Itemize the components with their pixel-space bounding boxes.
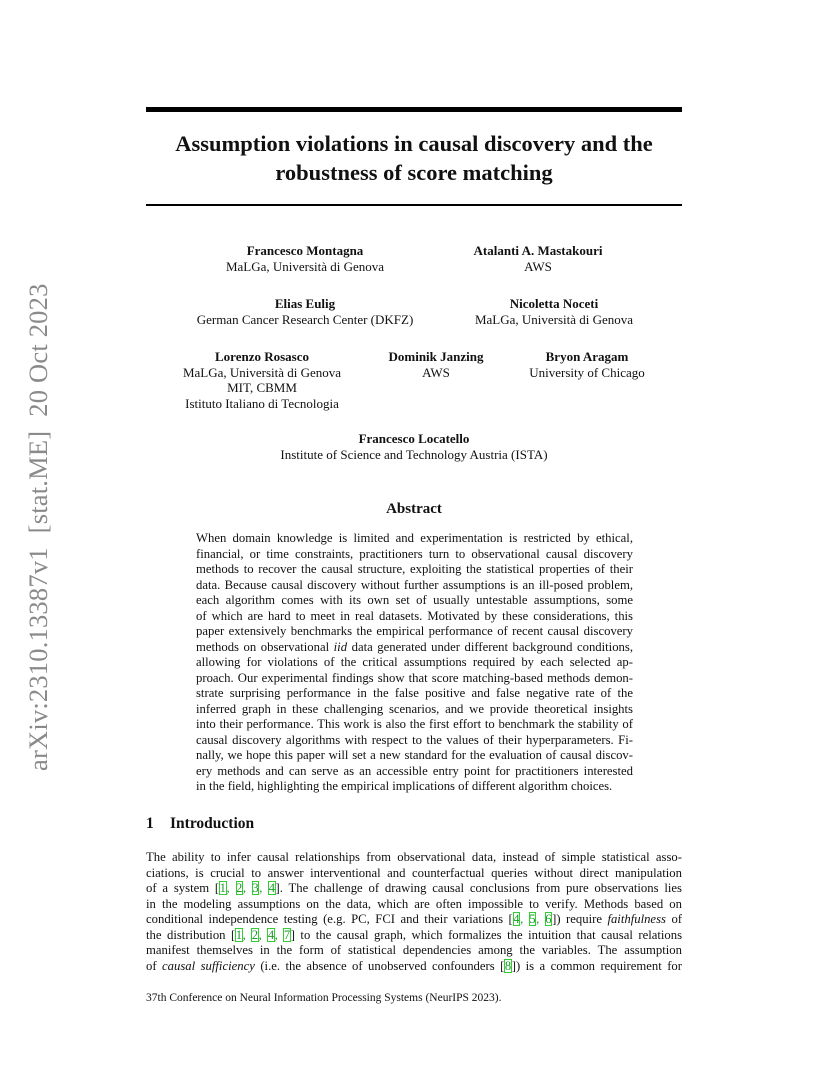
intro-text: (i.e. the absence of unobserved confounders [ — [260, 958, 505, 973]
intro-text: ]) is a common requirement for — [511, 958, 682, 973]
intro-text: of — [671, 912, 683, 926]
author-affiliation: University of Chicago — [529, 364, 645, 380]
abstract-body — [196, 531, 633, 795]
intro-line — [146, 959, 682, 975]
paper-title — [146, 129, 682, 187]
title-bottom-rule — [146, 204, 682, 206]
title-line-2: robustness of score matching — [275, 160, 553, 185]
author-affiliation: AWS — [422, 364, 450, 380]
abstract-line: methods to recover the causal structure, exploiting the statistical properties of their — [196, 562, 633, 576]
abstract-heading: Abstract — [386, 501, 442, 517]
citation-link[interactable]: 7 — [283, 927, 291, 942]
author-affiliation: AWS — [524, 258, 552, 274]
intro-text: ]) require — [552, 912, 602, 926]
faithfulness-term: faithfulness — [607, 912, 666, 926]
author-name: Francesco Montagna — [246, 243, 364, 258]
author-name: Francesco Locatello — [358, 431, 470, 446]
author-affiliation: MaLGa, Università di Genova — [182, 364, 342, 380]
abstract-text: methods on observational — [196, 639, 330, 654]
citation-link[interactable]: 3 — [252, 881, 259, 895]
intro-line: manifest themselves in the form of statistical dependencies among the variables. The assumption — [146, 943, 682, 957]
abstract-line: ery methods and can serve as an accessible entry point for practitioners interested — [196, 763, 633, 778]
intro-line: in the modeling assumptions on the data, which are often impossible to verify. Methods based on — [146, 896, 682, 911]
arxiv-stamp — [21, 278, 55, 778]
abstract-line: nally, we hope this paper will set a new standard for the evaluation of causal discov- — [196, 748, 633, 762]
iid-term: iid — [333, 639, 348, 654]
abstract-line: inferred graph in these challenging scenarios, and we provide theoretical insights — [196, 701, 633, 716]
intro-text: conditional independence testing (e.g. PC, FCI and their variations [ — [146, 912, 513, 926]
abstract-text: data generated under different background conditions, — [351, 639, 633, 654]
author-affiliation: German Cancer Research Center (DKFZ) — [196, 311, 414, 327]
abstract-line: When domain knowledge is limited and experimentation is restricted by ethical, — [196, 531, 633, 545]
abstract-line: in the field, highlighting the empirical implications of different algorithm choices. — [196, 779, 613, 793]
section-title: Introduction — [170, 815, 255, 832]
author-block — [507, 349, 667, 380]
citation-link[interactable]: 4 — [513, 912, 520, 926]
arxiv-category: [stat.ME] — [23, 430, 53, 534]
citation-link[interactable]: 1 — [219, 881, 226, 895]
intro-line: the distribution [1, 2, 4, 7] to the causal graph, which formalizes the intuition that causal relations — [146, 927, 683, 942]
abstract-line — [196, 640, 633, 656]
author-affiliation: Istituto Italiano di Tecnologia — [185, 395, 339, 411]
author-block — [205, 243, 405, 274]
intro-line: The ability to infer causal relationships from observational data, instead of simple statistical asso- — [146, 850, 682, 864]
title-line-1: Assumption violations in causal discovery and the — [175, 131, 653, 156]
intro-line: ciations, is crucial to answer interventional and counterfactual queries without direct manipulation — [146, 865, 682, 880]
author-affiliation: MIT, CBMM — [227, 380, 297, 395]
intro-text: the distribution [ — [146, 927, 236, 942]
author-name: Dominik Janzing — [388, 349, 484, 364]
author-block — [246, 431, 582, 462]
citation-link[interactable]: 8 — [504, 958, 512, 973]
arxiv-id[interactable]: arXiv:2310.13387v1 — [23, 547, 53, 771]
author-name: Elias Eulig — [274, 296, 336, 311]
causal-sufficiency-term: causal sufficiency — [162, 958, 255, 973]
author-name: Lorenzo Rosasco — [214, 349, 309, 364]
author-name: Nicoletta Noceti — [509, 296, 599, 311]
citation-link[interactable]: 4 — [268, 881, 276, 895]
abstract-line: financial, or time constraints, practitioners turn to observational causal discovery — [196, 546, 633, 561]
abstract-line: proach. Our experimental findings show that score matching-based methods demon- — [196, 670, 633, 685]
citation-link[interactable]: 2 — [251, 927, 259, 942]
intro-line: conditional independence testing (e.g. PC, FCI and their variations [4, 5, 6]) require faithfulness of — [146, 912, 683, 926]
author-name: Bryon Aragam — [545, 349, 629, 364]
abstract-line: paper extensively benchmarks the empirical performance of recent causal discovery — [196, 624, 633, 638]
author-block — [162, 349, 362, 411]
title-top-rule — [146, 107, 682, 112]
abstract-line: of which are hard to meet in real datasets. Motivated by these considerations, this — [196, 608, 633, 623]
author-block — [366, 349, 506, 380]
citation-link[interactable]: 2 — [236, 881, 243, 895]
abstract-line: data. Because causal discovery without further assumptions is an ill-posed problem, — [196, 577, 633, 592]
citation-link[interactable]: 4 — [267, 927, 275, 942]
abstract-line: strate surprising performance in the false positive and false negative rate of the — [196, 686, 633, 700]
author-block — [438, 243, 638, 274]
author-block — [180, 296, 430, 327]
author-block — [444, 296, 664, 327]
arxiv-date: 20 Oct 2023 — [23, 283, 53, 417]
intro-text: ] to the causal graph, which formalizes the intuition that causal relations — [290, 927, 683, 942]
intro-text: ]. The challenge of drawing causal conclusions from pure observations lies — [275, 881, 682, 895]
abstract-line: allowing for violations of the critical assumptions required by each selected ap- — [196, 655, 633, 669]
author-name: Atalanti A. Mastakouri — [473, 243, 603, 258]
section-number: 1 — [146, 815, 154, 832]
intro-text: of a system [ — [146, 881, 220, 895]
conference-footnote: 37th Conference on Neural Information Processing Systems (NeurIPS 2023). — [146, 992, 502, 1004]
citation-link[interactable]: 6 — [545, 912, 552, 926]
author-affiliation: Institute of Science and Technology Austria (ISTA) — [280, 446, 548, 462]
section-heading — [146, 814, 254, 833]
intro-paragraph — [146, 850, 682, 974]
abstract-line: each algorithm comes with its own set of usually untestable assumptions, some — [196, 593, 633, 607]
citation-link[interactable]: 1 — [235, 927, 243, 942]
intro-line: of a system [1, 2, 3, 4]. The challenge of drawing causal conclusions from pure observations lies — [146, 881, 682, 895]
author-affiliation: MaLGa, Università di Genova — [474, 311, 634, 327]
intro-text: of — [146, 958, 157, 973]
citation-link[interactable]: 5 — [529, 912, 536, 926]
abstract-line: into their performance. This work is also the first effort to benchmark the stability of — [196, 717, 633, 731]
author-affiliation: MaLGa, Università di Genova — [225, 258, 385, 274]
abstract-line: causal discovery algorithms with respect to the values of their hyperparameters. Fi- — [196, 732, 633, 747]
